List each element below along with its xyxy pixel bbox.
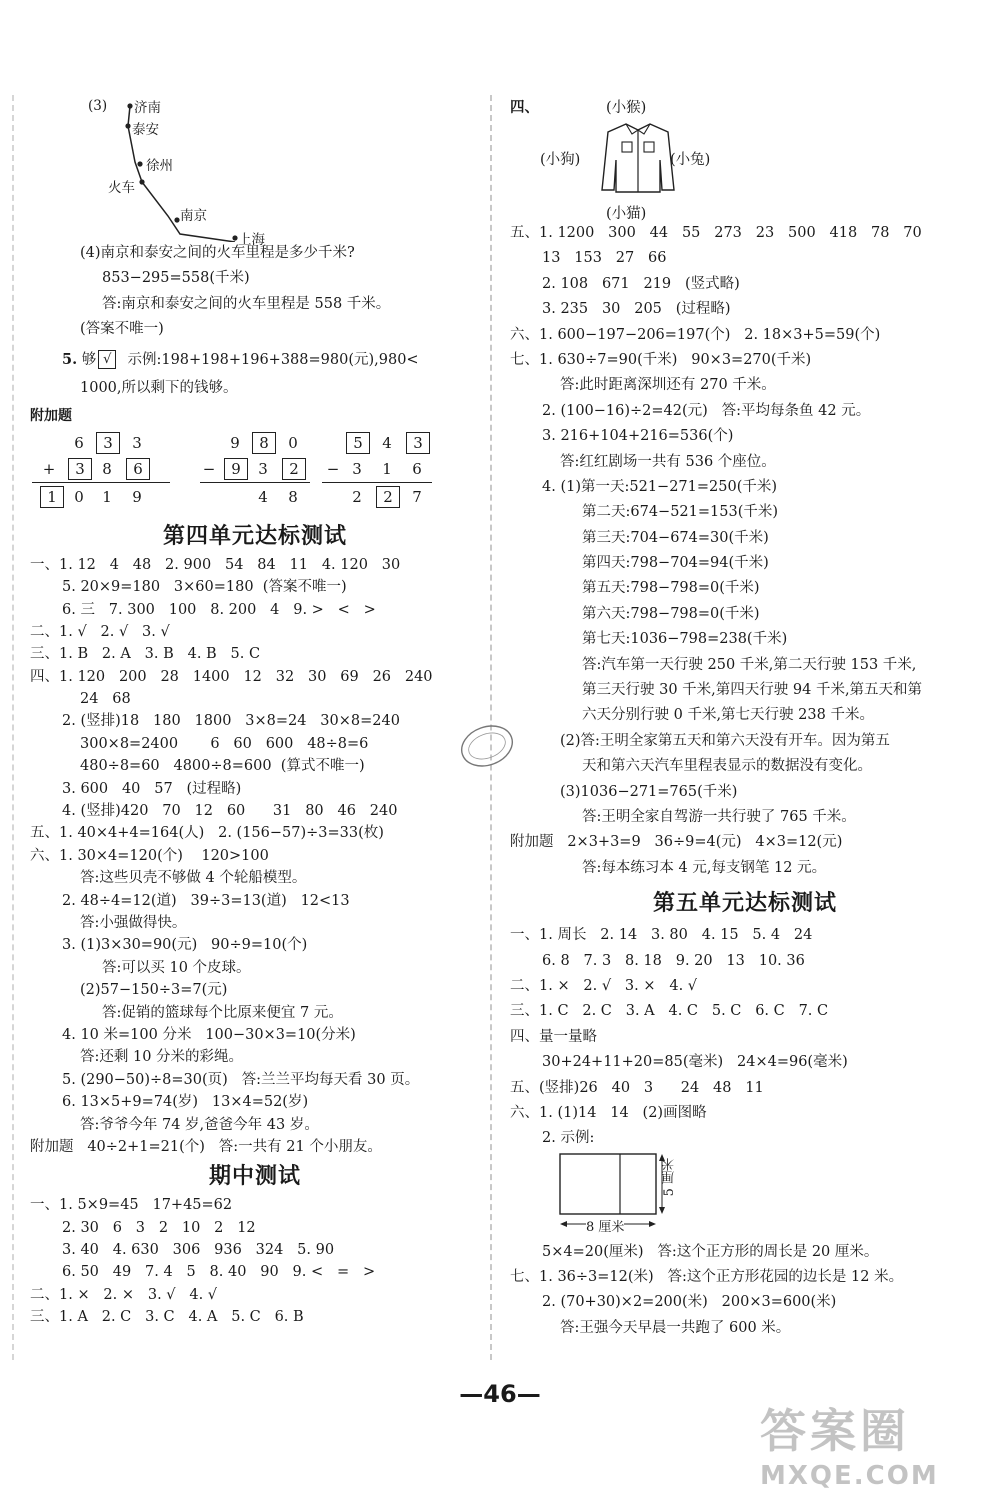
- answer-line: 6. 三 7. 300 100 8. 200 4 9. > < >: [62, 601, 376, 618]
- digit: 3: [132, 433, 142, 452]
- digit: 3: [352, 459, 362, 478]
- answer-line: 答:这些贝壳不够做 4 个轮船模型。: [80, 870, 307, 887]
- digit-box: 9: [224, 458, 248, 480]
- digit: 4: [382, 433, 392, 452]
- answer-line: 答:王明全家自驾游一共行驶了 765 千米。: [582, 808, 856, 825]
- q5-line: [30, 349, 480, 371]
- answer-line: 3. 235 30 205 (过程略): [542, 301, 731, 318]
- answer-line: (3)1036−271=765(千米): [560, 783, 738, 800]
- answer-line: 三、1. A 2. C 3. C 4. A 5. C 6. B: [30, 1309, 304, 1326]
- difference-rule: [200, 482, 310, 483]
- unit5-title: 第五单元达标测试: [652, 890, 837, 917]
- route-item-label: (3): [88, 98, 108, 114]
- binding-edge-line: [12, 95, 14, 1360]
- station-label: 徐州: [146, 158, 173, 174]
- digit: 0: [74, 487, 84, 506]
- rectangle-figure: [510, 1150, 980, 1238]
- answer-line: 六、1. 30×4=120(个) 120>100: [30, 847, 269, 864]
- watermark-url: MXQE.COM: [760, 1461, 939, 1491]
- answer-line: 答:还剩 10 分米的彩绳。: [80, 1049, 244, 1066]
- answer-line: 附加题 2×3+3=9 36÷9=4(元) 4×3=12(元): [510, 834, 843, 851]
- route-dot-xuzhou: [137, 161, 142, 166]
- answer-line: (2)57−150÷3=7(元): [80, 982, 228, 999]
- answer-line: 第三天行驶 30 千米,第四天行驶 94 千米,第五天和第: [582, 682, 923, 699]
- answer-line: 6. 50 49 7. 4 5 8. 40 90 9. < = >: [62, 1264, 376, 1281]
- section-number: 四、: [510, 99, 539, 116]
- route-dot-jinan: [127, 103, 132, 108]
- answer-line: 2. (100−16)÷2=42(元) 答:平均每条鱼 42 元。: [542, 402, 871, 419]
- answer-line: 2. 48÷4=12(道) 39÷3=13(道) 12<13: [62, 892, 350, 909]
- answer-line: 第四天:798−704=94(千米): [582, 555, 769, 572]
- answer-line: 答:红红剧场一共有 536 个座位。: [560, 453, 776, 470]
- digit: 6: [412, 459, 422, 478]
- answer-line: 五、1. 1200 300 44 55 273 23 500 418 78 70: [510, 225, 922, 241]
- station-label: 火车: [108, 180, 135, 196]
- digit: 1: [382, 459, 392, 478]
- shirt-label-right: (小兔): [670, 152, 711, 168]
- digit-box: 2: [282, 458, 306, 480]
- answer-line: 4. (1)第一天:521−271=250(千米): [542, 478, 778, 495]
- answer-line: 13 153 27 66: [542, 250, 667, 267]
- answer-line: (4)南京和泰安之间的火车里程是多少千米?: [80, 245, 355, 261]
- digit: 3: [258, 459, 268, 478]
- answer-line: 答:促销的篮球每个比原来便宜 7 元。: [102, 1004, 343, 1021]
- sum-rule: [32, 482, 170, 483]
- answer-line: 第七天:1036−798=238(千米): [582, 631, 788, 648]
- railway-route-diagram: [30, 92, 480, 248]
- answer-line: 第五天:798−798=0(千米): [582, 580, 760, 597]
- answer-line: 480÷8=60 4800÷8=600 (算式不唯一): [80, 758, 365, 775]
- answer-line: 853−295=558(千米): [102, 270, 250, 287]
- answer-line: 5×4=20(厘米) 答:这个正方形的周长是 20 厘米。: [542, 1243, 879, 1260]
- answer-line: 答:王强今天早晨一共跑了 600 米。: [560, 1319, 791, 1336]
- q5-text: 示例:198+198+196+388=980(元),980<: [127, 351, 419, 368]
- digit-box: 3: [406, 432, 430, 454]
- operator: +: [42, 459, 56, 478]
- round-stamp-mark: [456, 722, 518, 770]
- answer-line: 五、(竖排)26 40 3 24 48 11: [510, 1079, 764, 1096]
- answer-line: 答:南京和泰安之间的火车里程是 558 千米。: [102, 295, 391, 312]
- answer-line: 五、1. 40×4+4=164(人) 2. (156−57)÷3=33(枚): [30, 825, 384, 842]
- shirt-label-left: (小狗): [540, 152, 581, 168]
- unit4-title: 第四单元达标测试: [162, 522, 347, 549]
- answer-line: 30+24+11+20=85(毫米) 24×4=96(毫米): [542, 1054, 848, 1071]
- answer-line: 3. 40 4. 630 306 936 324 5. 90: [62, 1242, 335, 1259]
- answer-line: 第三天:704−674=30(千米): [582, 529, 769, 546]
- digit-box: 3: [68, 458, 92, 480]
- answer-line: 答:汽车第一天行驶 250 千米,第二天行驶 153 千米,: [582, 656, 917, 673]
- answer-line: 六天分别行驶 0 千米,第七天行驶 238 千米。: [582, 707, 874, 724]
- answer-line: 2. 示例:: [542, 1130, 595, 1147]
- answer-line: 二、1. √ 2. √ 3. √: [30, 623, 170, 640]
- digit-box: 1: [40, 486, 64, 508]
- answer-line: 2. (70+30)×2=200(米) 200×3=600(米): [542, 1294, 837, 1311]
- answer-line: 答:此时距离深圳还有 270 千米。: [560, 377, 776, 394]
- station-label: 泰安: [132, 122, 159, 138]
- site-watermark-logo: [760, 1395, 990, 1491]
- station-label: 济南: [134, 100, 161, 116]
- operator: −: [202, 459, 216, 478]
- shirt-figure: [510, 92, 980, 222]
- answer-line: 4. (竖排)420 70 12 60 31 80 46 240: [62, 803, 398, 820]
- digit-box: 2: [376, 486, 400, 508]
- answer-line: 附加题 40÷2+1=21(个) 答:一共有 21 个小朋友。: [30, 1138, 382, 1155]
- answer-line: 六、1. (1)14 14 (2)画图略: [510, 1104, 707, 1121]
- answer-line: 七、1. 36÷3=12(米) 答:这个正方形花园的边长是 12 米。: [510, 1269, 904, 1286]
- width-label: 8 厘米: [586, 1216, 624, 1235]
- digit: 8: [288, 487, 298, 506]
- digit-box: 5: [346, 432, 370, 454]
- difference-rule: [322, 482, 432, 483]
- route-dot-huoche: [139, 179, 144, 184]
- digit: 2: [352, 487, 362, 506]
- route-dot-taian: [125, 123, 130, 128]
- answer-line: 1000,所以剩下的钱够。: [80, 379, 238, 396]
- answer-line: 七、1. 630÷7=90(千米) 90×3=270(千米): [510, 351, 812, 368]
- q5-enough: 够: [81, 351, 97, 368]
- height-label: 5 厘米: [662, 1157, 677, 1197]
- digit-box: 3: [96, 432, 120, 454]
- answer-line: 第六天:798−798=0(千米): [582, 605, 760, 622]
- digit: 9: [230, 433, 240, 452]
- watermark-text: 答案圈: [760, 1404, 910, 1458]
- answer-line: 300×8=2400 6 60 600 48÷8=6: [80, 735, 369, 752]
- answer-line: 答:爷爷今年 74 岁,爸爸今年 43 岁。: [80, 1116, 319, 1133]
- answer-line: 3. 600 40 57 (过程略): [62, 780, 242, 797]
- page-number: —46—: [459, 1380, 541, 1408]
- check-box: √: [98, 350, 116, 369]
- answer-line: 5. 20×9=180 3×60=180 (答案不唯一): [62, 579, 347, 596]
- answer-line: 一、1. 5×9=45 17+45=62: [30, 1197, 233, 1214]
- route-dot-shanghai: [232, 235, 237, 240]
- answer-line: 2. 108 671 219 (竖式略): [542, 275, 740, 292]
- answer-line: 3. (1)3×30=90(元) 90÷9=10(个): [62, 937, 308, 954]
- digit-box: 8: [252, 432, 276, 454]
- answer-line: 3. 216+104+216=536(个): [542, 428, 734, 445]
- answer-line: 5. (290−50)÷8=30(页) 答:兰兰平均每天看 30 页。: [62, 1071, 420, 1088]
- answer-line: (答案不唯一): [80, 321, 164, 338]
- answer-line: 四、量一量略: [510, 1028, 597, 1045]
- answer-line: 6. 8 7. 3 8. 18 9. 20 13 10. 36: [542, 952, 805, 969]
- answer-line: 三、1. B 2. A 3. B 4. B 5. C: [30, 646, 261, 663]
- answer-line: 一、1. 周长 2. 14 3. 80 4. 15 5. 4 24: [510, 927, 813, 944]
- digit: 7: [412, 487, 422, 506]
- extra-question-heading: 附加题: [30, 408, 72, 425]
- answer-line: 6. 13×5+9=74(岁) 13×4=52(岁): [62, 1094, 309, 1111]
- answer-line: 答:可以买 10 个皮球。: [102, 959, 251, 976]
- right-column: [510, 92, 980, 1339]
- answer-line: 4. 10 米=100 分米 100−30×3=10(分米): [62, 1026, 356, 1043]
- answer-line: 答:每本练习本 4 元,每支钢笔 12 元。: [582, 859, 827, 876]
- answer-line: (2)答:王明全家第五天和第六天没有开车。因为第五: [560, 732, 890, 749]
- answer-line: 天和第六天汽车里程表显示的数据没有变化。: [582, 758, 872, 775]
- answer-line: 三、1. C 2. C 3. A 4. C 5. C 6. C 7. C: [510, 1003, 829, 1020]
- answer-line: 四、1. 120 200 28 1400 12 32 30 69 26 240: [30, 668, 433, 685]
- shirt-icon: [598, 120, 678, 196]
- digit: 9: [132, 487, 142, 506]
- digit: 6: [74, 433, 84, 452]
- operator: −: [326, 459, 340, 478]
- shirt-label-top: (小猴): [606, 100, 647, 116]
- answer-line: 答:小强做得快。: [80, 914, 187, 931]
- digit: 0: [288, 433, 298, 452]
- q5-number: 5.: [62, 350, 78, 368]
- answer-line: 一、1. 12 4 48 2. 900 54 84 11 4. 120 30: [30, 556, 401, 573]
- answer-line: 2. 30 6 3 2 10 2 12: [62, 1219, 256, 1236]
- route-dot-nanjing: [174, 217, 179, 222]
- digit-box: 6: [126, 458, 150, 480]
- station-label: 南京: [180, 208, 207, 224]
- answer-line: 六、1. 600−197−206=197(个) 2. 18×3+5=59(个): [510, 326, 881, 343]
- midterm-title: 期中测试: [208, 1163, 301, 1190]
- vertical-arithmetic-block: [30, 428, 480, 512]
- answer-line: 2. (竖排)18 180 1800 3×8=24 30×8=240: [62, 713, 400, 730]
- station-label: 上海: [238, 232, 265, 248]
- digit: 8: [102, 459, 112, 478]
- shirt-label-bottom: (小猫): [606, 206, 647, 222]
- answer-line: 24 68: [80, 691, 131, 708]
- digit: 4: [258, 487, 268, 506]
- answer-line: 第二天:674−521=153(千米): [582, 504, 779, 521]
- answer-line: 二、1. × 2. × 3. √ 4. √: [30, 1286, 218, 1303]
- left-column: [30, 92, 480, 1329]
- answer-line: 二、1. × 2. √ 3. × 4. √: [510, 977, 698, 994]
- digit: 1: [102, 487, 112, 506]
